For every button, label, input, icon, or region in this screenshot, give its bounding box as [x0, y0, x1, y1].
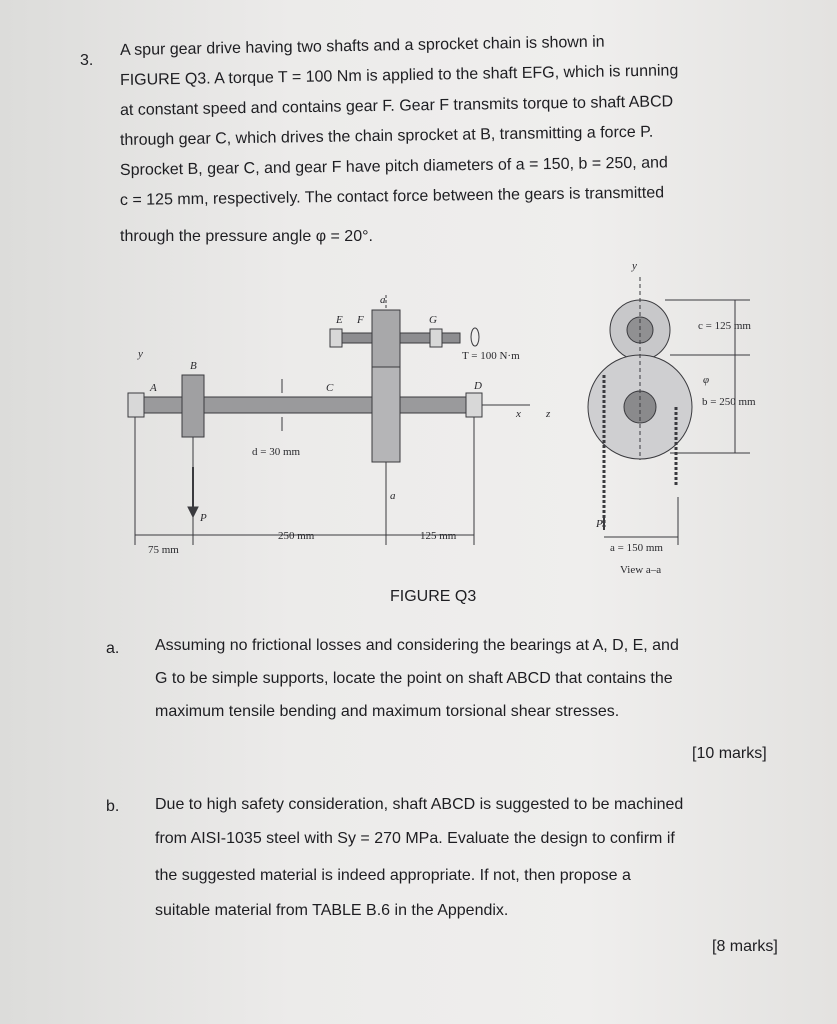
label-a: A — [150, 382, 157, 394]
label-z: z — [546, 408, 551, 420]
question-line: through the pressure angle φ = 20°. — [120, 228, 373, 245]
part-b-marks: [8 marks] — [712, 938, 778, 955]
label-e: E — [336, 314, 343, 326]
label-g: G — [429, 314, 437, 326]
label-p-left: P — [200, 512, 207, 524]
part-a-line: Assuming no frictional losses and considering the bearings at A, D, E, and — [155, 637, 679, 654]
label-a-dim: a = 150 mm — [610, 542, 663, 554]
label-a-bottom: a — [390, 490, 396, 502]
label-c-dim: c = 125 mm — [698, 320, 751, 332]
label-75mm: 75 mm — [148, 544, 179, 556]
label-y-left: y — [138, 348, 143, 360]
part-a-label: a. — [106, 640, 120, 657]
bearing-g — [430, 329, 442, 347]
label-b: B — [190, 360, 197, 372]
question-line: through gear C, which drives the chain sprocket at B, transmitting a force P. — [119, 123, 654, 149]
figure-q3 — [110, 255, 800, 585]
part-b-line: suitable material from TABLE B.6 in the Appendix. — [155, 902, 509, 919]
label-torque: T = 100 N·m — [462, 350, 520, 362]
part-a-marks: [10 marks] — [692, 745, 767, 762]
label-phi: φ — [703, 374, 710, 386]
label-d: D — [474, 380, 482, 392]
label-d-dim: d = 30 mm — [252, 446, 301, 458]
label-a-top: a — [380, 294, 386, 306]
label-250mm: 250 mm — [278, 530, 315, 542]
bearing-d — [466, 393, 482, 417]
figure-caption: FIGURE Q3 — [390, 588, 477, 605]
label-b-dim: b = 250 mm — [702, 396, 756, 408]
bearing-a — [128, 393, 144, 417]
label-y-right: y — [632, 260, 637, 272]
label-f: F — [357, 314, 364, 326]
question-line: c = 125 mm, respectively. The contact force between the gears is transmitted — [119, 184, 665, 209]
label-c: C — [326, 382, 334, 394]
sprocket-b — [182, 375, 204, 437]
question-line: at constant speed and contains gear F. Gear F transmits torque to shaft ABCD — [119, 93, 674, 119]
label-view: View a–a — [620, 564, 662, 576]
part-b-line: Due to high safety consideration, shaft ABCD is suggested to be machined — [155, 796, 684, 813]
bearing-e — [330, 329, 342, 347]
label-125mm: 125 mm — [420, 530, 457, 542]
part-a-line: G to be simple supports, locate the point on shaft ABCD that contains the — [155, 670, 673, 687]
question-line: FIGURE Q3. A torque T = 100 Nm is applied to the shaft EFG, which is running — [119, 62, 679, 89]
part-b-label: b. — [106, 798, 120, 815]
question-number: 3. — [80, 52, 94, 69]
part-b-line: the suggested material is indeed appropriate. If not, then propose a — [155, 867, 631, 884]
part-a-line: maximum tensile bending and maximum torsional shear stresses. — [155, 703, 620, 720]
part-b-line: from AISI-1035 steel with Sy = 270 MPa. Evaluate the design to confirm if — [155, 830, 675, 847]
question-line: A spur gear drive having two shafts and a sprocket chain is shown in — [119, 33, 605, 59]
question-line: Sprocket B, gear C, and gear F have pitch diameters of a = 150, b = 250, and — [119, 154, 668, 179]
label-p-right: P — [596, 518, 603, 530]
label-x: x — [516, 408, 521, 420]
gear-c — [372, 367, 400, 462]
